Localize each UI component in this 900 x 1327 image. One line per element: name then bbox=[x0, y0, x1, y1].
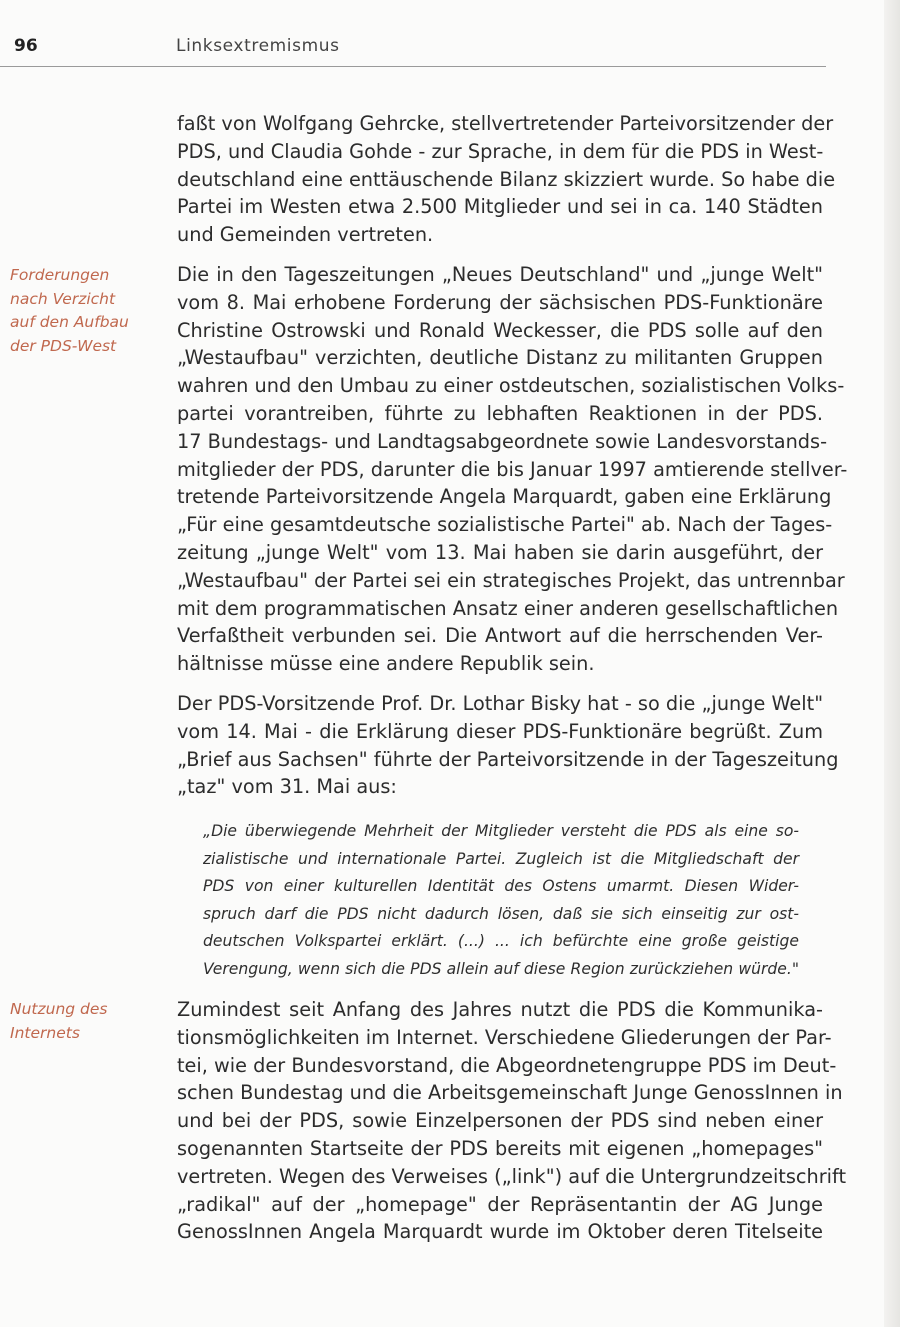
paragraph-4 bbox=[177, 996, 847, 1246]
text-line: „radikal" auf der „homepage" der Repräsentantin der AG Junge bbox=[177, 1192, 823, 1216]
text-line: tionsmöglichkeiten im Internet. Verschiedene Gliederungen der Par- bbox=[177, 1025, 832, 1049]
margin-note-demands bbox=[10, 264, 160, 358]
quote-line: spruch darf die PDS nicht dadurch lösen, daß sie sich einseitig zur ost- bbox=[203, 904, 799, 923]
text-line: Die in den Tageszeitungen „Neues Deutschland" und „junge Welt" bbox=[177, 263, 823, 286]
text-line: vom 14. Mai - die Erklärung dieser PDS-Funktionäre begrüßt. Zum bbox=[177, 719, 823, 743]
header-rule bbox=[0, 66, 826, 67]
page-number: 96 bbox=[14, 36, 38, 56]
text-line: PDS, und Claudia Gohde - zur Sprache, in dem für die PDS in West- bbox=[177, 139, 824, 163]
margin-note-internet bbox=[10, 998, 160, 1045]
text-line: mit dem programmatischen Ansatz einer anderen gesellschaftlichen bbox=[177, 596, 839, 620]
text-line: schen Bundestag und die Arbeitsgemeinschaft Junge GenossInnen in bbox=[177, 1081, 843, 1105]
text-line: zeitung „junge Welt" vom 13. Mai haben sie darin ausgeführt, der bbox=[177, 540, 823, 564]
quote-line: PDS von einer kulturellen Identität des Ostens umarmt. Diesen Wider- bbox=[203, 877, 799, 895]
paragraph-1 bbox=[177, 110, 836, 249]
text-line: Verfaßtheit verbunden sei. Die Antwort auf die herrschenden Ver- bbox=[177, 624, 823, 648]
quote-line: deutschen Volkspartei erklärt. (...) ... ich befürchte eine große geistige bbox=[203, 932, 799, 950]
text-line: deutschland eine enttäuschende Bilanz skizziert wurde. So habe die bbox=[177, 167, 836, 191]
paragraph-2 bbox=[177, 261, 848, 678]
margin-note-line: der PDS-West bbox=[10, 336, 117, 355]
text-line: vertreten. Wegen des Verweises („link") auf die Untergrundzeitschrift bbox=[177, 1164, 847, 1188]
text-line: tretende Parteivorsitzende Angela Marquardt, gaben eine Erklärung bbox=[177, 485, 832, 509]
text-line: mitglieder der PDS, darunter die bis Januar 1997 amtierende stellver- bbox=[177, 457, 848, 481]
text-line: „Für eine gesamtdeutsche sozialistische Partei" ab. Nach der Tages- bbox=[177, 513, 833, 537]
text-line: und bei der PDS, sowie Einzelpersonen der PDS sind neben einer bbox=[177, 1109, 823, 1133]
text-line: Christine Ostrowski und Ronald Weckesser, die PDS solle auf den bbox=[177, 318, 823, 342]
margin-note-line: auf den Aufbau bbox=[10, 313, 129, 331]
quote-line: Verengung, wenn sich die PDS allein auf diese Region zurückziehen würde." bbox=[203, 959, 799, 978]
text-line: partei vorantreiben, führte zu lebhaften Reaktionen in der PDS. bbox=[177, 401, 823, 425]
text-line: 17 Bundestags- und Landtagsabgeordnete sowie Landesvorstands- bbox=[177, 429, 828, 453]
page-edge-shadow bbox=[884, 0, 900, 1327]
text-line: und Gemeinden vertreten. bbox=[177, 223, 434, 247]
text-line: Partei im Westen etwa 2.500 Mitglieder und sei in ca. 140 Städten bbox=[177, 195, 823, 219]
text-line: „Brief aus Sachsen" führte der Parteivorsitzende in der Tageszeitung bbox=[177, 747, 839, 771]
text-line: „Westaufbau" verzichten, deutliche Distanz zu militanten Gruppen bbox=[177, 346, 823, 370]
text-line: GenossInnen Angela Marquardt wurde im Oktober deren Titelseite bbox=[177, 1220, 823, 1244]
quote-line: „Die überwiegende Mehrheit der Mitglieder versteht die PDS als eine so- bbox=[203, 822, 799, 840]
text-line: faßt von Wolfgang Gehrcke, stellvertretender Parteivorsitzender der bbox=[177, 112, 834, 135]
text-line: sogenannten Startseite der PDS bereits mit eigenen „homepages" bbox=[177, 1136, 823, 1160]
text-line: tei, wie der Bundesvorstand, die Abgeordnetengruppe PDS im Deut- bbox=[177, 1053, 837, 1077]
text-line: hältnisse müsse eine andere Republik sein. bbox=[177, 652, 595, 676]
page-header bbox=[0, 34, 830, 64]
paragraph-3 bbox=[177, 690, 839, 801]
block-quote bbox=[203, 818, 799, 983]
text-line: Zumindest seit Anfang des Jahres nutzt die PDS die Kommunika- bbox=[177, 998, 823, 1021]
quote-line: zialistische und internationale Partei. Zugleich ist die Mitgliedschaft der bbox=[203, 849, 799, 868]
text-line: wahren und den Umbau zu einer ostdeutschen, sozialistischen Volks- bbox=[177, 374, 845, 398]
margin-note-line: Nutzung des bbox=[10, 1000, 108, 1018]
running-head: Linksextremismus bbox=[176, 36, 340, 56]
text-line: „taz" vom 31. Mai aus: bbox=[177, 775, 397, 799]
margin-note-line: nach Verzicht bbox=[10, 289, 116, 308]
text-line: vom 8. Mai erhobene Forderung der sächsischen PDS-Funktionäre bbox=[177, 290, 823, 314]
margin-note-line: Internets bbox=[10, 1023, 80, 1042]
text-line: „Westaufbau" der Partei sei ein strategisches Projekt, das untrennbar bbox=[177, 568, 845, 592]
margin-note-line: Forderungen bbox=[10, 266, 110, 284]
text-line: Der PDS-Vorsitzende Prof. Dr. Lothar Bisky hat - so die „junge Welt" bbox=[177, 692, 824, 715]
